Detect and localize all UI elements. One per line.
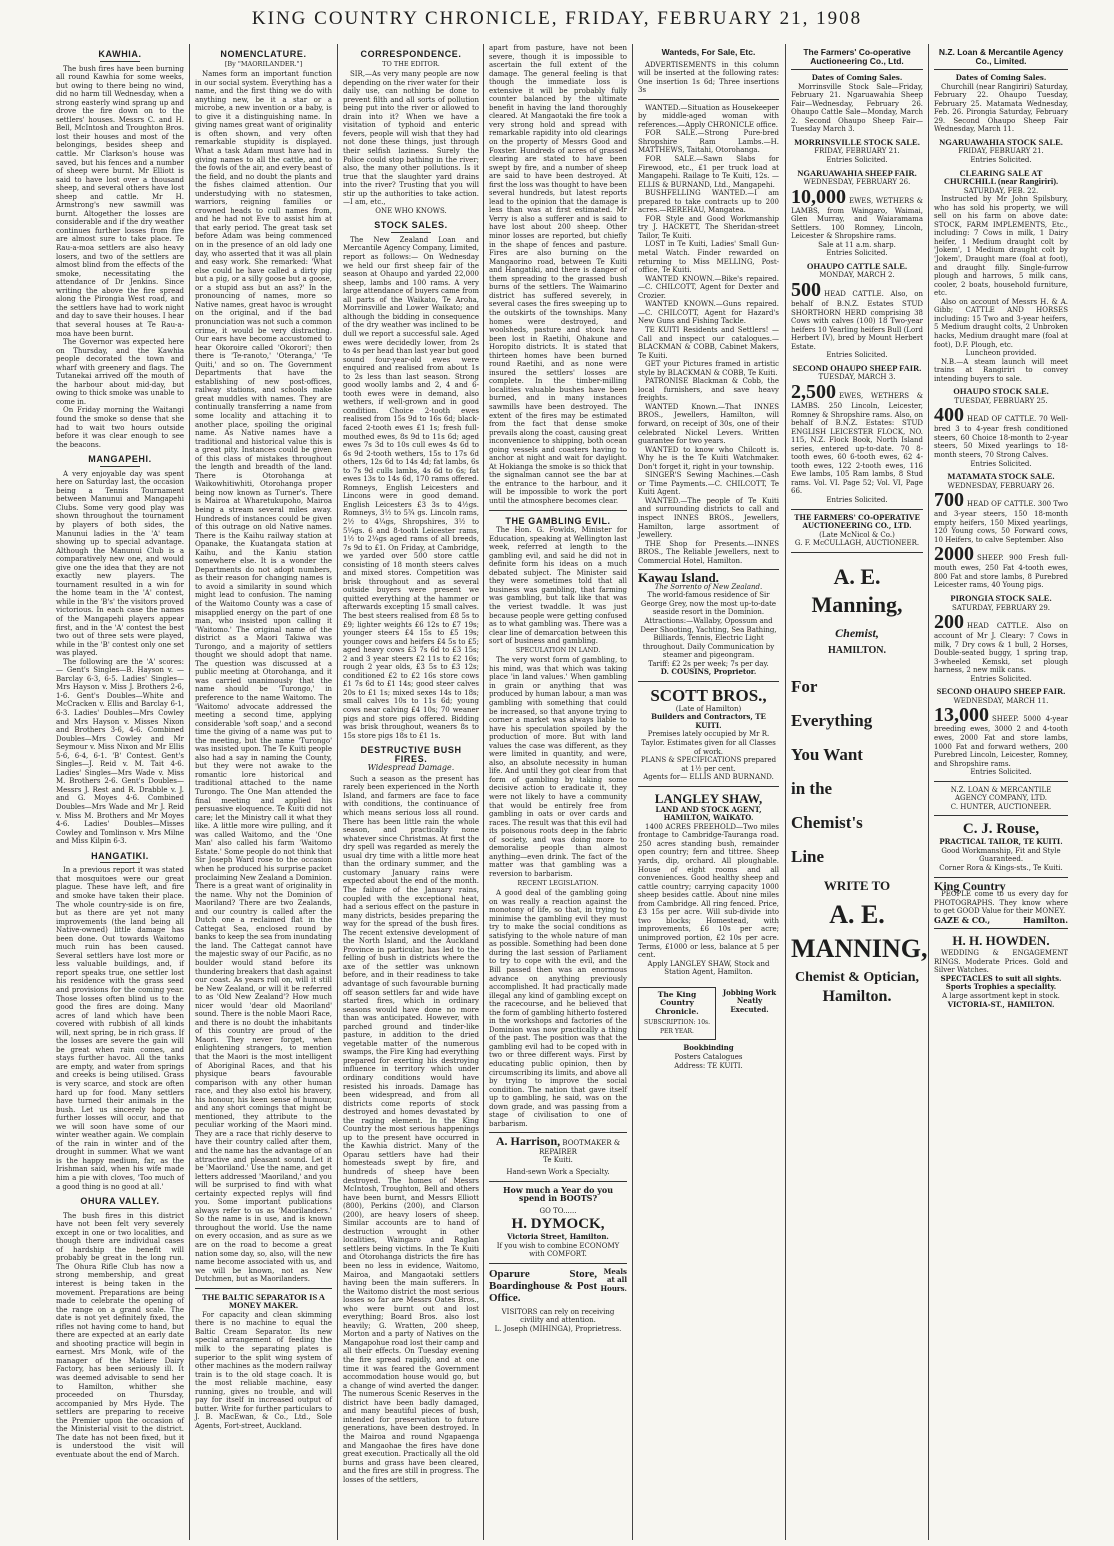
matamata-lot (934, 490, 1068, 544)
scott-name: SCOTT BROS., (650, 685, 767, 705)
langley-name: LANGLEY SHAW, (654, 790, 763, 806)
for-everything: For Everything You Want in the Chemist's Line (791, 676, 873, 866)
fca2-auctioneer: G. F. McCULLAGH, AUCTIONEER. (794, 539, 920, 548)
oparure-meals: Meals at all Hours. (600, 1266, 627, 1293)
ohaupo-stock-number: 400 (934, 404, 964, 427)
gaze-ad (934, 916, 1068, 925)
langley-text: 1400 ACRES FREEHOLD—Two miles frontage to Cambridge-Tauranga road. 250 acres standing bush, remainder open country; fern and tittree. Sheep yards, dip, orchard. All ploughable. House of eight rooms and all conveniences. Good healthy sheep and cattle country; carrying capacity 1000 sheep besides cattle. About nine miles from Cambridge. All ring fenced. Price, £3 15s per acre. Will sub-divide into two blocks; Homestead, with improvements, £6 10s per acre; unimproved portion, £2 10s per acre. Terms, £1000 or less, balance at 5 per cent. (638, 822, 779, 960)
second-ohaupo-number: 2,500 (791, 380, 836, 403)
correspondence-sign: ONE WHO KNOWS. (375, 206, 447, 215)
pirongia-date: SATURDAY, FEBRUARY 29. (951, 603, 1050, 612)
speculation-heading: SPECULATION IN LAND. (515, 645, 601, 654)
oparure-name: Oparure Store, Boardinghouse & Post Office. (489, 1267, 597, 1304)
boots-question: How much a Year do you spend in BOOTS? (502, 1184, 614, 1204)
masthead-title: KING COUNTRY CHRONICLE, FRIDAY, FEBRUARY 21, 1908 (251, 8, 863, 29)
gaze-name: GAZE & CO., (934, 914, 991, 925)
fca2-heading: THE FARMERS' CO-OPERATIVE AUCTIONEERING CO., LTD. (794, 512, 920, 531)
nzl2-heading: N.Z. LOAN & MERCANTILE AGENCY COMPANY, LTD. (950, 785, 1052, 803)
entries-solicited: Entries Solicited. (826, 156, 888, 165)
matamata-sheep-text: SHEEP. 900 Fresh full-mouth ewes, 250 Fat 4-tooth ewes, 800 Fat and store lambs, 8 Purebred Leicester rams, 40 Young pigs. (934, 554, 1068, 590)
dymock-name: H. DYMOCK, (511, 1216, 605, 1233)
speculation-text: The very worst form of gambling, to his mind, was that which was taking place 'in land values.' When gambling in grain or anything that was produced by human labour, a man was gambling with something that could be increased, so that anyone trying to corner a market was always liable to have his speculation spoiled by the production of more. But with land values the case was different, as they were limited in quantity, and were, also, an absolute necessity in human life. And until they got clear from that form of gambling by taking some decisive action to eradicate it, they were not likely to have a community that would be entirely free from gambling in oats or over cards and races. The result was that this evil had its poisonous roots deep in the fabric of society, and was doing more to demoralise people than almost anything—even drink. The fact of the matter was that gambling was a reversion to barbarism. (489, 656, 627, 878)
classified-ad: SINGER'S Sewing Machines.—Cash or Time Payments.—C. CHILCOTT, Te Kuiti Agent. (638, 471, 779, 497)
oparure-proprietress: L. Joseph (MIHINGA), Proprietress. (494, 1324, 622, 1333)
fires-continued-text: apart from pasture, have not been severe, though it is impossible to ascertain the full extent of the damage. The general feeling is that though the immediate loss is extensive it will be probably fully counter balanced by the ultimate benefit in having the land thoroughly cleared. At Mangaotaki the fire took a very strong hold and spread with remarkable rapidity into old clearings on the property of Messrs Good and Foxster. Hundreds of acres of grassed clearing are stated to have been swept by fire, and a number of sheep are said to have been destroyed. At first the loss was thought to have been several hundreds, but latest reports lead to the opinion that the damage is less than was at first estimated. Mr Verry is also a sufferer and is said to have lost about 200 sheep. Other minor losses are reported, but chiefly in the shape of fences and pasture. Fires are also burning on the Mangaorino road, between Te Kuiti and Hangatiki, and there is danger of them spreading to the grassed bush burns of the settlers. The Waimarino district has suffered severely, in several cases the fires sweeping up to the outskirts of the townships. Many homes were destroyed, and woolsheds, pasture and stock have been lost in Raetihi, Ohakune and Horopito districts. It is stated that thirteen homes have been burned round Raetihi, and as none were insured the settlers' losses are complete. In the timber-milling localities valuable bushes have been burned, and in many instances sawmills have been destroyed. The extent of the fires may be estimated from the fact that dense smoke prevails along the coast, causing great inconvenience to shipping, both ocean going vessels and coasters having to anchor at night and wait for daylight. At Hokianga the smoke is so thick that the signalman cannot see the bar at the entrance to the harbour, and it will be impossible to work the port until the atmosphere becomes clear. (489, 44, 627, 505)
scott-text: Premises lately occupied by Mr R. Taylor. Estimates given for all Classes of work. (641, 730, 776, 756)
stock-sales-heading: STOCK SALES. (374, 220, 448, 231)
divider (100, 862, 140, 863)
howden-spectacles: SPECTACLES to suit all sights. (940, 973, 1062, 983)
pirongia-heading: PIRONGIA STOCK SALE. (950, 592, 1052, 603)
gaze-place: Hamilton. (1023, 914, 1068, 925)
hangatiki-heading: HANGATIKI. (91, 850, 149, 861)
ngaruawahia-date: WEDNESDAY, FEBRUARY 26. (803, 178, 911, 187)
entries-solicited: Entries Solicited. (826, 249, 888, 258)
kcc-name: The King Country Chronicle. (655, 989, 699, 1016)
scott-plans: PLANS & SPECIFICATIONS prepared at 1½ per cent. (640, 756, 777, 773)
harrison-name: A. Harrison, (495, 1134, 561, 1149)
fca-dates-title: Dates of Coming Sales. (811, 73, 903, 83)
column-rule (785, 44, 786, 1540)
matamata-sheep-lot (934, 544, 1068, 590)
column-rule (337, 44, 338, 1540)
harrison-line: Hand-sewn Work a Specialty. (506, 1168, 610, 1176)
manning-initials: A. E. (829, 900, 885, 930)
kawhia-heading: KAWHIA. (98, 49, 142, 59)
langley-trade: LAND AND STOCK AGENT, HAMILTON, WAIKATO. (655, 804, 762, 823)
howden-sports: Sports Trophies a speciality. (945, 982, 1057, 992)
matamata-number: 700 (934, 489, 964, 512)
oparure-ad (489, 1268, 627, 1304)
fca-dates-text: Morrinsville Stock Sale—Friday, February 21. Ngaruawahia Sheep Fair—Wednesday, February 26. Ohaupo Cattle Sale—Monday, March 2. Second Ohaupo Sheep Fair—Tuesday March 3. (791, 82, 923, 134)
ohaupo-cattle-lot (791, 280, 923, 351)
column-4 (485, 44, 631, 1540)
matamata-text: HEAD OF CATTLE. 300 Two and 3-year steers, 150 18-month empty heifers, 150 Mixed yearlings, 120 Young cows, 50 Forward cows, 10 Heifers, to calve September. Also (934, 500, 1068, 544)
rouse-address: Corner Rora & Kings-sts., Te Kuiti. (939, 864, 1063, 873)
entries-solicited: Entries Solicited. (970, 459, 1032, 468)
divider (934, 877, 1068, 878)
divider (489, 1132, 627, 1133)
classified-ad: WANTED KNOWN.—Guns repaired.—C. CHILCOTT, Agent for Hazard's New Guns and Fishing Tackle. (638, 300, 779, 326)
nomenclature-byline: [By "MAORILANDER."] (224, 59, 303, 68)
wanteds-heading: Wanteds, For Sale, Etc. (661, 47, 756, 57)
divider (100, 466, 140, 467)
divider (638, 99, 779, 100)
bush-fires-heading: DESTRUCTIVE BUSH FIRES. (360, 745, 462, 764)
classified-ad: TE KUITI Residents and Settlers! —Call and inspect our catalogues.—BLACKMAN & COBB, Cabinet Makers, Te Kuiti. (638, 325, 779, 360)
ohaupo-cattle-text: HEAD CATTLE. Also, on behalf of B.N.Z. Estates STUD SHORTHORN HERD comprising 38 Cows with calves (100) 18 Two-year heifers 10 Yearling heifers Bull (Lord Herbert IV), bred by Mount Herbert Estate. (791, 290, 923, 351)
rouse-trade: PRACTICAL TAILOR, TE KUITI. (939, 837, 1063, 847)
second-ohaupo-lot (791, 382, 923, 496)
dymock-line: If you wish to combine ECONOMY with COMFORT. (496, 1241, 620, 1259)
baltic-heading: THE BALTIC SEPARATOR IS A MONEY MAKER. (202, 1291, 325, 1311)
classified-ad: LOST in Te Kuiti, Ladies' Small Gun-metal Watch. Finder rewarded on returning to Miss MELLING, Post-office, Te Kuiti. (638, 240, 779, 275)
nzl-dates-text: Churchill (near Rangiriri) Saturday, February 22. Ohaupo Tuesday, February 25. Matamata Wednesday, Feb. 26. Pirongia Saturday, February 29. Second Ohaupo Sheep Fair Wednesday, March 11. (934, 82, 1068, 134)
matamata-date: WEDNESDAY, FEBRUARY 26. (947, 481, 1055, 490)
divider (791, 69, 923, 70)
kawau-text: The world-famous residence of Sir George Grey, now the most up-to-date seaside resort in the Dominion. Attractions:—Wallaby, Opossum and Deer Shooting, Yachting, Sea Bathing, Billiards, Tennis, Electric Light throughout. Daily Communication by steamer and pigeongram. (640, 591, 777, 660)
kawhia-text-2: The Governor was expected here on Thursday, and the Kawhia people decorated the town and wharf with greenery and flags. The Tutanekai arrived off the mouth of the harbour about mid-day, but owing to thick smoke was unable to come in. (56, 338, 184, 406)
harrison-place: Te Kuiti. (543, 1156, 573, 1165)
morrinsville-heading: MORRINSVILLE STOCK SALE. (794, 136, 920, 147)
ohaupo-stock-heading: OHAUPO STOCK SALE. (953, 386, 1049, 397)
scott-trade: Builders and Contractors, TE KUITI. (651, 712, 766, 730)
kcc-job: Jobbing Work Neatly Executed. (722, 987, 777, 1014)
mangapehi-heading: MANGAPEHI. (88, 454, 152, 465)
write-to: WRITE TO (823, 877, 891, 893)
entries-solicited: Entries Solicited. (826, 351, 888, 360)
ohaupo-stock-text: HEAD OF CATTLE. 70 Well-bred 3 to 4-year fresh conditioned steers, 60 Choice 18-month to 2-year steers, 50 Mixed yearlings to 18-month steers, 70 Strong Calves. (934, 415, 1068, 459)
stock-sales-text: The New Zealand Loan and Mercantile Agency Company, Limited, report as follows:— On Wednesday we held our first sheep fair of the season at Ohaupo and yarded 22,000 sheep, lambs and 100 rams. A very large attendance of buyers came from all parts of the Waikato, Te Aroha, Morrinsville and Lower Waikato; and although the bidding in consequence of the dry weather was inclined to be dull we report a successful sale. Aged ewes were decidedly lower, from 2s to 4s per head than last year but good sound four-year-old ewes were enquired and realised from about 1s to 2s less than last season. Strong good woolly lambs and 2, 4 and 6-tooth ewes were in demand, also wethers, if well-grown and in good condition. Choice 2-tooth ewes realised from 15s 9d to 16s 6d; black-faced 2-tooth ewes £1 1s; fresh full-mouthed ewes, 8s 9d to 11s 6d; aged ewes 7s 3d to 10s cull ewes 4s 6d to 6s 9d 2-tooth wethers, 15s to 17s 6d others, 12s 6d to 14s 4d; fat lambs, 6s to 7s 9d culls lambs, 4s 6d to 6s; fat ewes 13s to 14s 6d, 170 rams offered. Romneys, English Leicesters and Lincons were in good demand. English Leicesters £3 3s to 4½gs. Romneys, 3½ to 5¾ gs. Lincoln rams, 2½ to 4¼gs, Shropshires, 3½ to 5¼gs. 6 and 8-tooth Leicester rams, 1½ to 2¼gs aged rams of all breeds, 7s 9d to £1. On Friday, at Cambridge, we yarded over 500 store cattle consisting of 18 month steers calves and mixed stores. Competition was brisk throughout and as several outside buyers were present we quitted everything at the hammer or afterwards excepting 15 small calves. The best steers realised from £8 5s to £9; lighter weights £6 12s to £7 19s; younger steers £4 15s to £5 19s; younger cows and heifers £4 5s to £5; aged heavy cows £3 7s 6d to £3 15s; 2 and 3 year steers £2 11s to £2 16s; rough 2 year olds, £3 5s to £3 12s; conditioned £2 to £2 16s store cows £1 7s 6d to £1 14s; good steer calves 20s to £1 1s; mixed sexes 14s to 18s; small calves 10s to 11s 6d; young cows near calving £4 10s; 70 weaner pigs and store pigs offered. Bidding was brisk throughout, weaners 8s to 15s store pigs 18s to £1 1s. (343, 235, 479, 740)
divider (489, 1181, 627, 1182)
divider (934, 928, 1068, 929)
kcc-book: Bookbinding (683, 1043, 734, 1053)
kcc-sub: SUBSCRIPTION: 10s. PER YEAR. (643, 1019, 711, 1035)
classified-ad: GET your Pictures framed in artistic style by BLACKMAN & COBB, Te Kuiti. (638, 360, 779, 377)
bush-fires-sub: Widespread Damage. (367, 763, 455, 773)
matamata-sheep-number: 2000 (934, 543, 974, 566)
gambling-text: The Hon. G. Fowlds, Minister for Education, speaking at Wellington last week, referred at length to the gambling evil, and said he did not in definite form his ideas on a much debated subject. The Minister said they were sometimes told that all business was gambling, that farming was gambling, but talk like that was the veriest twaddle. It was just because people were getting confused as to what gambling was. There was a clear line of demarcation between this sort of business and gambling. (489, 526, 627, 646)
kcc-side (716, 983, 779, 1045)
baltic-text: For capacity and clean skimming there is no machine to equal the Baltic Cream Separator. Its new special arrangement of feeding the milk to the separating plates is superior to the split wing system of other machines as the modern railway train is to the old stage coach. It is the most reliable machine, easy running, gives no trouble, and will pay for itself in increased output of butter. Write for further particulars to J. B. MacEwan, & Co., Ltd., Sole Agents, Fort-street, Auckland. (195, 1310, 332, 1430)
rouse-name: C. J. Rouse, (962, 821, 1040, 838)
legislation-text: A good deal of the gambling going on was really a reaction against the monotony of life, so that, in trying to minimise the gambling evil they must try to make the social conditions as satisfying to the whole nature of man as possible. Something had been done during the last session of Parliament to try to cope with the evil, and the Bill passed then was an enormous advance on anything previously accomplished. It had practically made illegal any kind of gambling except on the racecourse, and he believed that the form of gambling hitherto fostered in the workshops and factories of the Dominion was now practically a thing of the past. The position was that the gambling evil had to be coped with in two or three different ways. First by educating public opinion, then by circumscribing its limits, and above all by trying to improve the social condition. The nation that gave itself up to gambling, he said, was on the down grade, and was passing from a stage of civilisation to one of barbarism. (489, 889, 627, 1128)
scott-sub: (Late of Hamilton) (675, 704, 742, 713)
second-ohaupo-fair-text: SHEEP. 5000 4-year breeding ewes, 3000 2 and 4-tooth ewes, 2000 Fat and store lambs, 1000 Fat and forward wethers, 200 Purebred Lincoln, Leicester, Romney, and Shropshire rams. (934, 715, 1068, 768)
bush-fires-text: Such a season as the present has rarely been experienced in the North Island, and farmers are face to face with conditions, the continuance of which means serious loss all round. There has been little rain the whole season, and practically none whatever since Christmas. At first the dry spell was regarded as merely the usual dry time with a little more heat than the ordinary summer, and the customary January rains were expected about the end of the month. The failure of the January rains, coupled with the exceptional heat, had a serious effect on the pasture in many districts, besides preparing the way for the spread of the bush fires. The recent extensive development of the North Island, and the Auckland Province in particular, has led to the felling of bush in districts where the axe of the settler was unknown before, and in their readiness to take advantage of such favourable burning off season settlers far and wide have started fires, which in ordinary seasons would have done no more than was anticipated. However, with parched ground and tinder-like pasture, in addition to the dried vegetable matter of the numerous swamps, the Fire King had everything prepared for exerting his destroying influence in territory which under ordinary conditions would have resisted his inroads. Damage has been widespread, and from all districts come reports of stock destroyed and homes devastated by the raging element. In the King Country the most serious happenings up to the present have occurred in the Kawhia district. Many of the Oparau settlers have had their homesteads swept by fire, and hundreds of sheep have been destroyed. The homes of Messrs McIntosh, Troughton, Bell and others have been burnt, and Messrs Elliott (800), Perkins (200), and Clarson (200), are heavy losers of sheep. Similar accounts are to hand of destruction wrought in other localities, Waingaro and Raglan settlers being victims. In the Te Kuiti and Otorohanga districts the fire has been no less in evidence, Waitomo, Mairoa, and Mangaotaki settlers having been the main sufferers. In the Waitomo district the most serious losses so far are Messrs Oates Bros., who were burnt out and lost everything; Board Bros. also lost heavily; G. Wratten, 200 sheep, Morton and a party of Natives on the Mangapohue road lost their camp and all their effects. On Tuesday evening the fire spread rapidly, and at one time it was feared the Government accommodation house would go, but a change of wind averted the danger. The numerous Scenic Reserves in the district have been badly damaged, and many beautiful pieces of bush, intended for preservation to future generations, have been destroyed. In the Mairoa and round Ngapaenga and Mangaohae the fires have done great execution. Practically all the old burns and grass have been cleared, and the fires are still in progress. The losses of the settlers, (343, 774, 479, 1484)
oparure-visitors: VISITORS can rely on receiving civility and attention. (501, 1307, 615, 1325)
classified-ad: FOR SALE.—Sawn Slabs for Firewood, etc., £1 per truck load at Mangapehi. Railage to Te Kuiti, 12s. —ELLIS & BURNAND, Ltd., Mangapehi. (638, 155, 779, 189)
langley-apply: Apply LANGLEY SHAW, Stock and Station Agent, Hamilton. (647, 959, 770, 977)
morrinsville-date: FRIDAY, FEBRUARY 21. (814, 147, 900, 156)
fca2-sub: (Late McNicol & Co.) (819, 530, 895, 539)
chemist-optician: Chemist & Optician, (794, 970, 920, 986)
mangapehi-results: The following are the 'A' scores:— Gent's Singles—B. Hayson v. — Barclay 6-3, 6-5. Ladies' Singles—Mrs Hayson v. Miss J. Brothers 2-6, 1-6. Gent's Doubles—White and McCracken v. Ellis and Barclay 6-1, 6-3. Ladies' Doubles—Mrs Cowley and Mrs Hayson v. Misses Nixon and Brothers 3-6, 4-6. Combined Doubles—Mrs Cowley and Mr Seymour v. Miss Nixon and Mr Ellis 5-6, 6-4, 6-1. 'B' Contest. Gent's Singles—J. Reid v. M. Tait 4-6. Ladies' Singles—Mrs Wade v. Miss M. Brothers 2-6. Gent's Doubles—Messrs J. Rest and R. Drabble v. J. and G. Moyes 4-6. Combined Doubles—Mrs Wade and Mr J. Reid v. Miss M. Brothers and Mr Moyes 4-6. Ladies' Doubles—Misses Cowley and Tomlinson v. Mrs Milne and Miss Kilpin 6-3. (56, 657, 184, 846)
column-7 (930, 44, 1072, 1540)
column-rule (632, 44, 633, 1540)
second-ohaupo-date: TUESDAY, MARCH 3. (818, 373, 896, 382)
kcc-ad (638, 983, 779, 1045)
manning-big: MANNING, (791, 934, 927, 964)
ngaruawahia-lot (791, 187, 923, 241)
classified-ad: FOR Style and Good Workmanship try J. HACKETT, The Sheridan-street Tailor, Te Kuiti. (638, 214, 779, 240)
divider (638, 786, 779, 787)
manning-place: HAMILTON. (827, 645, 887, 657)
ohaupo-cattle-number: 500 (791, 279, 821, 302)
howden-stock: A large assortment kept in stock. (942, 992, 1060, 1001)
kc-text: PEOPLE come to us every day for PHOTOGRAPHS. They know where to get GOOD Value for their MONEY. (934, 890, 1068, 916)
classified-ad: BUSHFELLING WANTED.—I am prepared to take contracts up to 200 acres.—REREHAU, Mangatea. (638, 189, 779, 215)
divider (489, 1263, 627, 1264)
nzl-dates-title: Dates of Coming Sales. (955, 73, 1047, 83)
clearing-sale-also: Also on account of Messrs H. & A. Gibb; CATTLE AND HORSES including: 15 Two and 3-year heifers, 5 Medium draught colts, 2 Unbroken hacks, Medium draught mare (foal at foot), D.F. Plough, etc. (934, 297, 1068, 349)
entries-solicited: Entries Solicited. (970, 674, 1032, 683)
hangatiki-text: In a previous report it was stated that mosquitoes were our great plague. These have left, and fire and smoke have taken their place. The whole country-side is on fire, but as there are yet not many improvements (the land being all Native-owned) little damage has been done. Out towards Waitomo much ruin has been caused. Several settlers have lost more or less valuable buildings, and, if report speaks true, one settler lost his residence with the grass seed and provisions for the coming year. Those losses often blind us to the good the fires are doing. Many acres of land which have been covered with rubbish of all kinds will, next spring, be in rich grass. If the losses are severe the gain will be great when rain comes, and stays further havoc. All the tanks are empty, and water from springs and creeks is being utilised. Grass is very scarce, and stock are often hard up for food. Many settlers have turned their animals in the bush. Let us sincerely hope no further losses will occur, and that we will soon have some of our winter weather again. We complain of the rain in winter and of the drought in summer. What we want is the happy medium, far, as the Irishman said, when his wife made him a pie with cloves, 'Too much of a good thing is no good at all.' (56, 866, 184, 1191)
nzl-heading: N.Z. Loan & Mercantile Agency Co., Limited. (938, 47, 1064, 66)
harrison-ad (489, 1134, 627, 1176)
divider (100, 61, 140, 62)
ngaruawahia-stock-date: FRIDAY, FEBRUARY 21. (958, 147, 1044, 156)
divider (638, 681, 779, 682)
kawhia-text: The bush fires have been burning all round Kawhia for some weeks, but owing to there being no wind, did no harm till Wednesday, when a strong easterly wind sprang up and drove the fire down on to the settlers' houses. Messrs C. and H. Bell, McIntosh and Troughton Bros. lost their houses and most of the belongings, besides sheep and cattle. Mr Clarkson's house was saved, but his fences and a number of sheep were burnt. Mr Elliott is said to have lost over a thousand sheep, and several others have lost sheep and cattle. Mr H. Armstrong's new sawmill was burnt. Altogether the losses are considerable and if the dry weather continues further losses from fire are almost sure to take place. Te Rau-a-moa settlers are also heavy losers, and two of the settlers are almost blind from the effects of the smoke, necessitating the attendance of Dr Jenkins. Since writing the above the fire spread along the Pirongia West road, and the settlers have had to work night and day to save their houses. I hear that several houses at Te Rau-a-moa have been burnt. (56, 64, 184, 338)
divider (391, 232, 431, 233)
column-3 (339, 44, 483, 1540)
column-rule (189, 44, 190, 1540)
kawau-title: Kawau Island. (638, 570, 719, 586)
kawau-tariff: Tariff: £2 2s per week; 7s per day. (648, 659, 769, 668)
second-ohaupo-fair-heading: SECOND OHAUPO SHEEP FAIR. (936, 686, 1066, 697)
harrison-trade: BOOTMAKER & REPAIRER (539, 1139, 621, 1156)
gambling-heading: THE GAMBLING EVIL. (505, 515, 611, 526)
column-1 (52, 44, 188, 1540)
column-6 (787, 44, 927, 1540)
classified-ad: FOR SALE.—Strong Pure-bred Shropshire Ram Lambs.—H. MATTHEWS, Taitahi, Otorohanga. (638, 129, 779, 155)
ohura-text: The bush fires in this district have not been felt very severely except in one or two localities, and though there are individual cases of hardship the benefit will probably be great in the long run. The Ohura Rifle Club has now a strong membership, and great interest is being taken in the movement. Preparations are being made to celebrate the opening of the range on a grand scale. The date is not yet definitely fixed, the rifles not having come to hand, but there are expected at an early date and shooting practice will begin in earnest. Mrs Monk, wife of the manager of the Matiere Dairy Factory, has been seriously ill. It was deemed advisable to send her to Hamilton, whither she proceeded on Thursday, accompanied by Mrs Hyde. The settlers are preparing to receive the Premier upon the occasion of the Ministerial visit to the district. The date has not been fixed, but it is understood the visit will eventuate about the end of March. (56, 1211, 184, 1459)
second-ohaupo-fair-number: 13,000 (934, 704, 989, 727)
ngaruawahia-stock-heading: NGARUAWAHIA STOCK SALE. (939, 136, 1063, 147)
second-ohaupo-text: EWES, WETHERS & LAMBS. 250 Lincoln, Leicester, Romney & Shropshire rams. Also, on behalf of B.N.Z. Estates: STUD ENGLISH LEICESTER FLOCK, NO. 115, N.Z. Flock Book, North Island series, entered up-to-date. 70 8-tooth ewes, 60 6-tooth ewes, 62 4-tooth ewes, 122 2-tooth ewes, 116 Ewe lambs, 105 Ram lambs, 8 Stud rams. Vol. VI. Page 52; Vol. VI, Page 66. (791, 391, 923, 496)
matamata-heading: MATAMATA STOCK SALE. (947, 471, 1055, 482)
entries-solicited: Entries Solicited. (826, 495, 888, 504)
pirongia-number: 200 (934, 611, 964, 634)
column-2 (191, 44, 336, 1540)
kcc-posters: Posters Catalogues (674, 1052, 743, 1061)
clearing-sale-text: Instructed by Mr John Spilsbury, who has sold his property, we will sell on his farm on above date: STOCK, FARM IMPLEMENTS, Etc., including: 7 Cows in milk, 1 Dairy heifer, 1 Medium draught colt by 'Jokem', 1 Medium draught colt by 'Jokem', Draught mare (foal at foot), and draught filly. Single-furrow plough and harrows, 5 milk cans, cooler, 2 boats, household furniture, etc. (934, 195, 1068, 298)
correspondence-text: SIR,—As very many people are now depending on the river water for their daily use, can nothing be done to prevent filth and all sorts of pollution being put into the river or allowed to drain into it? When we have a visitation of typhoid and enteric fevers, people will wish that they had not done these things, just through their selfish laziness. Surely the Police could stop bathing in the river; also, the many other pollutions. Is it true that the slaughter yard drains into the river? Trusting that you will stir up the authorities to take action.—I am, etc., (343, 70, 479, 207)
ohaupo-cattle-date: MONDAY, MARCH 2. (819, 271, 895, 280)
pirongia-lot (934, 612, 1068, 675)
kcc-address: Address: TE KUITI. (674, 1061, 743, 1070)
mangapehi-text: A very enjoyable day was spent here on Saturday last, the occasion being a Tennis Tournament between Manunui and Mangapehi Clubs. Some very good play was shown throughout the tournament by players of both sides, the Manunui ladies in the 'A' team showing up to special advantage. Although the Manunui Club is a comparatively new one, and would give one the idea that they are not exactly new players. The tournament resulted in a win for the home team in the 'A' contest, while in the 'B's' the visitors proved victorious. In each case the names of the Mangapehi players appear first, and in the 'A' contest the best two out of three sets were played, while in the 'B' contest only one set was played. (56, 469, 184, 658)
goto-line: GO TO...... (539, 1206, 577, 1215)
divider (791, 552, 923, 553)
nomenclature-text: Names form an important function in our social system. Everything has a name, and the first thing we do with anything new, be it a star or a microbe, a new invention or a baby, is to give it a distinguishing name. In giving names great want of originality is often shown, and very often remarkable stupidity is displayed. What a task Adam must have had in giving names to all the cattle, and to the fowls of the air, and every beast of the field, and no doubt the plants and the fishes claimed attention. Our understudying with no statesmen, warriors, reigning families or crowned heads to cull names from, and he had not Eve to assist him at that early period. The great task set before Adam was being commenced on in the presence of an old lady one day, who asserted that it was all plain and easy work. She remarked: 'What else could he have called a dirty pig but a pig, or a silly goose but a goose, or a stupid ass but an ass?' In the pronouncing of names, more so Native names, great havoc is wrought on the original, and if the bad pronunciation was not such a common crime, it would be very distracting. Our ears have become accustomed to hear Okoroire called 'Okorori'; then there is 'Te-ranoto,' 'Oteranga,' 'Te Quiti,' and so on. The Government Departments that have the establishing of new post-offices, railway stations, and schools make great muddles with names. They are continually transferring a name from some locality and attaching it to another place, spoiling the original name. As Native names have a traditional and historical value this is a great pity. Instances could be given of this class of mistakes throughout the length and breadth of the land. There is Otorohanga at Waikowhitiwhiti, Otorohanga proper being now known as Turner's. There is Mairoa at Wharetukupoho, Mairoa being a stream several miles away. Hundreds of instances could be given of this outrage on old Native names. There is the Kaihu railway station at Opanake, the Kuatangata station at Kaihu, and the Kaniu station somewhere else. It is a wonder the Departments do not adopt numbers, as their reason for changing names is to avoid a similarity in sound which might lead to confusion. The naming of the Waitomo County was a case of misapplied energy on the part of one man, who insisted upon calling it 'Waitomo.' The original name of the district as a Maori Takiwa was Turongo, and a majority of settlers thought we should adopt that name. The question was discussed at a public meeting at Otorohanga, and it was carried unanimously that the name should be 'Turongo,' in preference to the name Waitomo. The 'Waitomo' advocate addressed the meeting a second time, applying considerable 'soft soap,' and a second time the giving of a name was put to the meeting, but the name 'Turongo' was insisted upon. The Te Kuiti people also had a say in naming the County, but they were not awake to the romantic lore historical and traditional attached to the name Turongo. The One Man attended the final meeting and applied his persuasive eloquence. Te Kuiti did not care; let the Ministry call it what they like. A little more wire pulling, and it was called Waitomo, and the 'One Man' also called his farm 'Waitomo Estate.' Some people do not think that Sir Joseph Ward rose to the occasion when he produced his surprise packet proclaiming New Zealand a Dominion. There is a great want of originality in the name. Why not the Dominion of Maoriland? There are two Zealands, and our country is called after the Dutch one a reclaimed flat in the Cattegat Sea, enclosed round by banks to keep the sea from inundating the land. The Cattegat cannot have the majestic sway of our Pacific, as no boulder would stand before its thundering breakers that dash against our coast. As years roll on, will it still be New Zealand, or will it be referred to as 'Old New Zealand'? How much nicer would 'dear old Maoriland' sound. There is the noble Maori Race, and there is no doubt the inhabitants of this country are proud of the Maori. They never forget, when enlightening strangers, to mention that the Maori is the most intelligent of Aboriginal Races, and that his physique bears favourable comparison with any other human race, and they also extol his bravery, his honour, his keen sense of humour, and any short comings that might be mentioned, they attribute to the peculiar working of the Maori mind. They are a race that richly deserve to have their country called after them, and the name has the advantage of an attractive and pleasant sound. Let it be 'Maoriland.' Use the name, and get letters addressed 'Maoriland,' and you will be surprised to find with what certainty expected replys will find you. Some important publications always refer to us as 'Maorilanders.' So the name is in use, and is known throughout the world. Use the name on every occasion, and as sure as we are on the road to become a great nation some day, so, also, will the new name become associated with us, and we will be known, not as New Dutchmen, but as Maorilanders. (195, 70, 333, 1284)
second-ohaupo-fair-date: WEDNESDAY, MARCH 11. (953, 696, 1049, 705)
kawau-proprietor: D. COUSINS, Proprietor. (660, 667, 757, 677)
classified-ad: WANTED Known.—That INNES BROS., Jewellers, Hamilton, will forward, on receipt of 30s, one of their celebrated Nickel Levers. Written guarantee for two years. (638, 402, 779, 446)
correspondence-heading: CORRESPONDENCE. (360, 49, 462, 59)
ngaruawahia-heading: NGARUAWAHIA SHEEP FAIR. (797, 167, 917, 178)
dymock-address: Victoria Street, Hamilton. (507, 1232, 609, 1242)
divider (934, 781, 1068, 782)
second-ohaupo-fair-lot (934, 705, 1068, 768)
classified-ad: PATRONISE Blackman & Cobb, the local furnishers, and save heavy freights. (638, 377, 779, 403)
pirongia-text: HEAD CATTLE. Also on account of Mr J. Cleary: 7 Cows in milk, 7 Dry cows & 1 bull, 2 Horses, Double-seated buggy, 1 spring trap, 3-wheeled Kemski, set plough harness, 2 new milk cans. (934, 622, 1068, 675)
howden-address: VICTORIA-ST., HAMILTON. (947, 999, 1055, 1009)
column-rule (483, 44, 484, 1540)
classified-ad: WANTED to know who Chilcott is. Why he is the Te Kuiti Watchmaker. Don't forget it, right in your township. (638, 445, 779, 471)
clearing-sale-date: SATURDAY, FEB. 22. (963, 186, 1039, 195)
luncheon: Luncheon provided. (965, 349, 1037, 358)
ohaupo-cattle-heading: OHAUPO CATTLE SALE. (806, 260, 908, 271)
classified-ad: WANTED.—The people of Te Kuiti and surrounding districts to call and inspect INNES BROS., Jewellers, Hamilton, large assortment of Jewellery. (638, 496, 779, 540)
ngaruawahia-text: EWES, WETHERS & LAMBS, from Waingaro, Waimai, Glen Murray, and Waiaramama Settlers. 100 Romney, Lincoln, Leicester & Shropshire rams. (791, 196, 923, 241)
divider (934, 815, 1068, 816)
correspondence-sub: TO THE EDITOR. (382, 59, 440, 68)
divider (195, 1288, 332, 1289)
nzl2-auctioneer: C. HUNTER, AUCTIONEER. (950, 802, 1052, 811)
divider (791, 509, 923, 510)
classified-ad: WANTED.—Situation as Housekeeper by middle-aged woman with references.—Apply CHRONICLE office. (638, 103, 779, 129)
fca-heading: The Farmers' Co-operative Auctioneering Co., Ltd. (803, 47, 911, 66)
divider (934, 69, 1068, 70)
ohura-heading: OHURA VALLEY. (80, 1196, 160, 1207)
rouse-text: Good Workmanship, Fit and Style Guaranteed. (941, 846, 1061, 864)
entries-solicited: Entries Solicited. (970, 768, 1032, 777)
masthead (0, 0, 1114, 44)
column-5 (634, 44, 783, 1540)
nomenclature-heading: NOMENCLATURE. (220, 49, 307, 59)
manning-name: A. E. Manning, (811, 563, 903, 617)
ngaruawahia-sale: Sale at 11 a.m. sharp. (818, 240, 896, 249)
classified-ad: WANTED KNOWN.—Bike's repaired.—C. CHILCOTT, Agent for Dexter and Crozier. (638, 274, 779, 300)
entries-solicited: Entries Solicited. (970, 156, 1032, 165)
ad-rates: ADVERTISEMENTS in this column will be inserted at the following rates: One insertion 1s 6d; Three insertions 3s (638, 60, 779, 95)
howden-text: WEDDING & ENGAGEMENT RINGS. Moderate Prices. Gold and Silver Watches. (934, 949, 1068, 975)
manning-hamilton: Hamilton. (822, 987, 892, 1005)
kc-name: King Country (934, 878, 1006, 893)
ohaupo-stock-lot (934, 405, 1068, 459)
legislation-heading: RECENT LEGISLATION. (517, 878, 599, 887)
kcc-box (638, 987, 716, 1041)
ohaupo-stock-date: TUESDAY, FEBRUARY 25. (954, 396, 1048, 405)
clearing-sale-heading: CLEARING SALE AT CHURCHILL (near Rangiriri). (943, 167, 1059, 187)
ngaruawahia-number: 10,000 (791, 185, 846, 208)
scott-agents: Agents for— ELLIS AND BURNAND. (643, 773, 774, 782)
kawhia-text-3: On Friday morning the Waitangi found the smoke so dense that she had to wait two hours outside before it was clear enough to see the beacons. (56, 406, 184, 449)
classified-ad: THE Shop for Presents.—INNES BROS., The Reliable Jewellers, next to Commercial Hotel, Hamilton. (638, 539, 779, 565)
howden-name: H. H. HOWDEN. (952, 933, 1050, 949)
manning-trade: Chemist, (835, 625, 879, 640)
second-ohaupo-heading: SECOND OHAUPO SHEEP FAIR. (792, 362, 922, 373)
divider (100, 1208, 140, 1209)
launch-note: N.B.—A steam launch will meet trains at Rangiriri to convey intending buyers to sale. (934, 357, 1068, 383)
column-rule (928, 44, 929, 1540)
kawau-sub: The Sorrento of New Zealand. (654, 582, 763, 591)
divider (489, 510, 627, 511)
